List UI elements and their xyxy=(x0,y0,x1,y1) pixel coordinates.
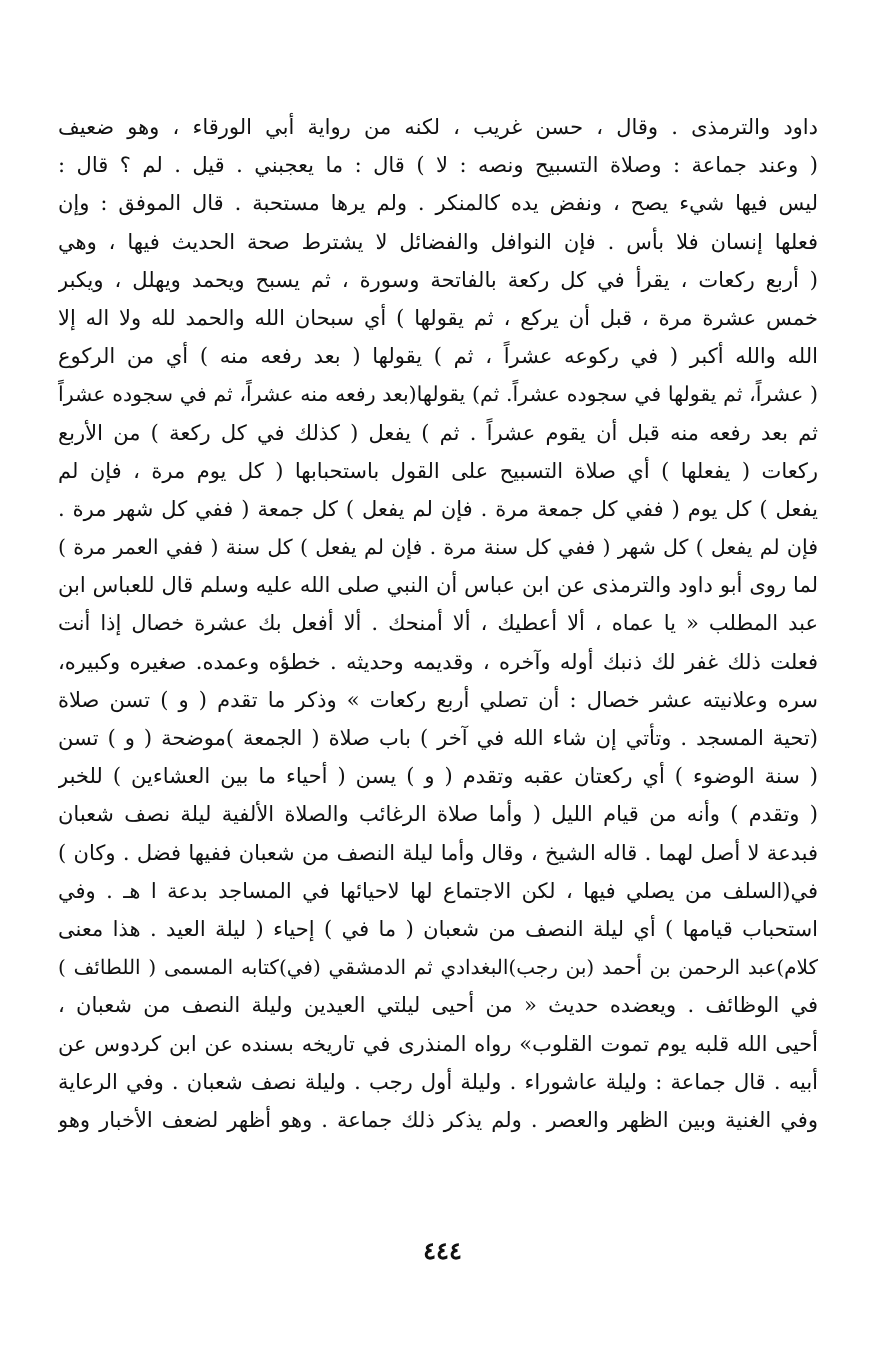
text-line: داود والترمذى . وقال ، حسن غريب ، لكنه من رواية أبي الورقاء ، وهو ضعيف xyxy=(58,115,818,139)
text-line: ( سنة الوضوء ) أي ركعتان عقبه وتقدم ( و ) يسن ( أحياء ما بين العشاءين ) للخبر xyxy=(58,764,818,789)
text-line: الله والله أكبر ( في ركوعه عشراً ، ثم ) يقولها ( بعد رفعه منه ) أي من الركوع xyxy=(58,344,818,369)
text-line: فعلها إنسان فلا بأس . فإن النوافل والفضائل لا يشترط صحة الحديث فيها ، وهي xyxy=(58,229,818,254)
text-line: عبد المطلب « يا عماه ، ألا أعطيك ، ألا أمنحك . ألا أفعل بك عشرة خصال إذا أنت xyxy=(58,611,818,636)
text-line: استحباب قيامها ) أي ليلة النصف من شعبان ( ما في ) إحياء ( ليلة العيد . هذا معنى xyxy=(58,916,818,941)
text-line: في(السلف من يصلي فيها ، لكن الاجتماع لها لاحيائها في المساجد بدعة ا هـ . وفي xyxy=(58,878,818,903)
body-text xyxy=(58,108,818,1139)
text-line: فإن لم يفعل ) كل شهر ( ففي كل سنة مرة . فإن لم يفعل ) كل سنة ( ففي العمر مرة ) xyxy=(58,535,818,560)
text-line: فبدعة لا أصل لهما . قاله الشيخ ، وقال وأما ليلة النصف من شعبان ففيها فضل . وكان ) xyxy=(58,840,818,865)
text-line: (تحية المسجد . وتأتي إن شاء الله في آخر ) باب صلاة ( الجمعة )موضحة ( و ) تسن xyxy=(58,726,818,750)
text-line: ركعات ( يفعلها ) أي صلاة التسبيح على القول باستحبابها ( كل يوم مرة ، فإن لم xyxy=(58,458,818,483)
text-line: أحيى الله قلبه يوم تموت القلوب» رواه المنذرى في تاريخه بسنده عن ابن كردوس عن xyxy=(58,1031,818,1056)
text-line: في الوظائف . ويعضده حديث « من أحيى ليلتي العيدين وليلة النصف من شعبان ، xyxy=(58,993,818,1018)
text-line: ليس فيها شيء يصح ، ونفض يده كالمنكر . ولم يرها مستحبة . قال الموفق : وإن xyxy=(58,191,818,216)
text-line: سره وعلانيته عشر خصال : أن تصلي أربع ركعات » وذكر ما تقدم ( و ) تسن صلاة xyxy=(58,687,818,712)
text-line: ( وتقدم ) وأنه من قيام الليل ( وأما صلاة الرغائب والصلاة الألفية ليلة نصف شعبان xyxy=(58,802,818,827)
text-line: ( أربع ركعات ، يقرأ في كل ركعة بالفاتحة وسورة ، ثم يسبح ويحمد ويهلل ، ويكبر xyxy=(58,267,818,292)
text-line: ثم بعد رفعه منه قبل أن يقوم عشراً . ثم ) يفعل ( كذلك في كل ركعة ) من الأربع xyxy=(58,420,818,445)
text-line: أبيه . قال جماعة : وليلة عاشوراء . وليلة أول رجب . وليلة نصف شعبان . وفي الرعاية xyxy=(58,1069,818,1094)
text-line: يفعل ) كل يوم ( ففي كل جمعة مرة . فإن لم يفعل ) كل جمعة ( ففي كل شهر مرة . xyxy=(58,496,818,521)
text-line: ( وعند جماعة : وصلاة التسبيح ونصه : لا ) قال : ما يعجبني . قيل . لم ؟ قال : xyxy=(58,153,818,178)
text-line: ( عشراً، ثم يقولها في سجوده عشراً. ثم) يقولها(بعد رفعه منه عشراً، ثم في سجوده عشراً xyxy=(58,382,818,407)
text-line: لما روى أبو داود والترمذى عن ابن عباس أن النبي صلى الله عليه وسلم قال للعباس ابن xyxy=(58,573,818,598)
text-line: خمس عشرة مرة ، قبل أن يركع ، ثم يقولها ) أي سبحان الله والحمد لله ولا اله إلا xyxy=(58,305,818,330)
text-line: فعلت ذلك غفر لك ذنبك أوله وآخره ، وقديمه وحديثه . خطؤه وعمده. صغيره وكبيره، xyxy=(58,649,818,674)
text-line: كلام)عبد الرحمن بن أحمد (بن رجب)البغدادي ثم الدمشقي (في)كتابه المسمى ( اللطائف ) xyxy=(58,955,818,980)
page-number: ٤٤٤ xyxy=(423,1236,462,1265)
text-line: وفي الغنية وبين الظهر والعصر . ولم يذكر ذلك جماعة . وهو أظهر لضعف الأخبار وهو xyxy=(58,1107,818,1132)
